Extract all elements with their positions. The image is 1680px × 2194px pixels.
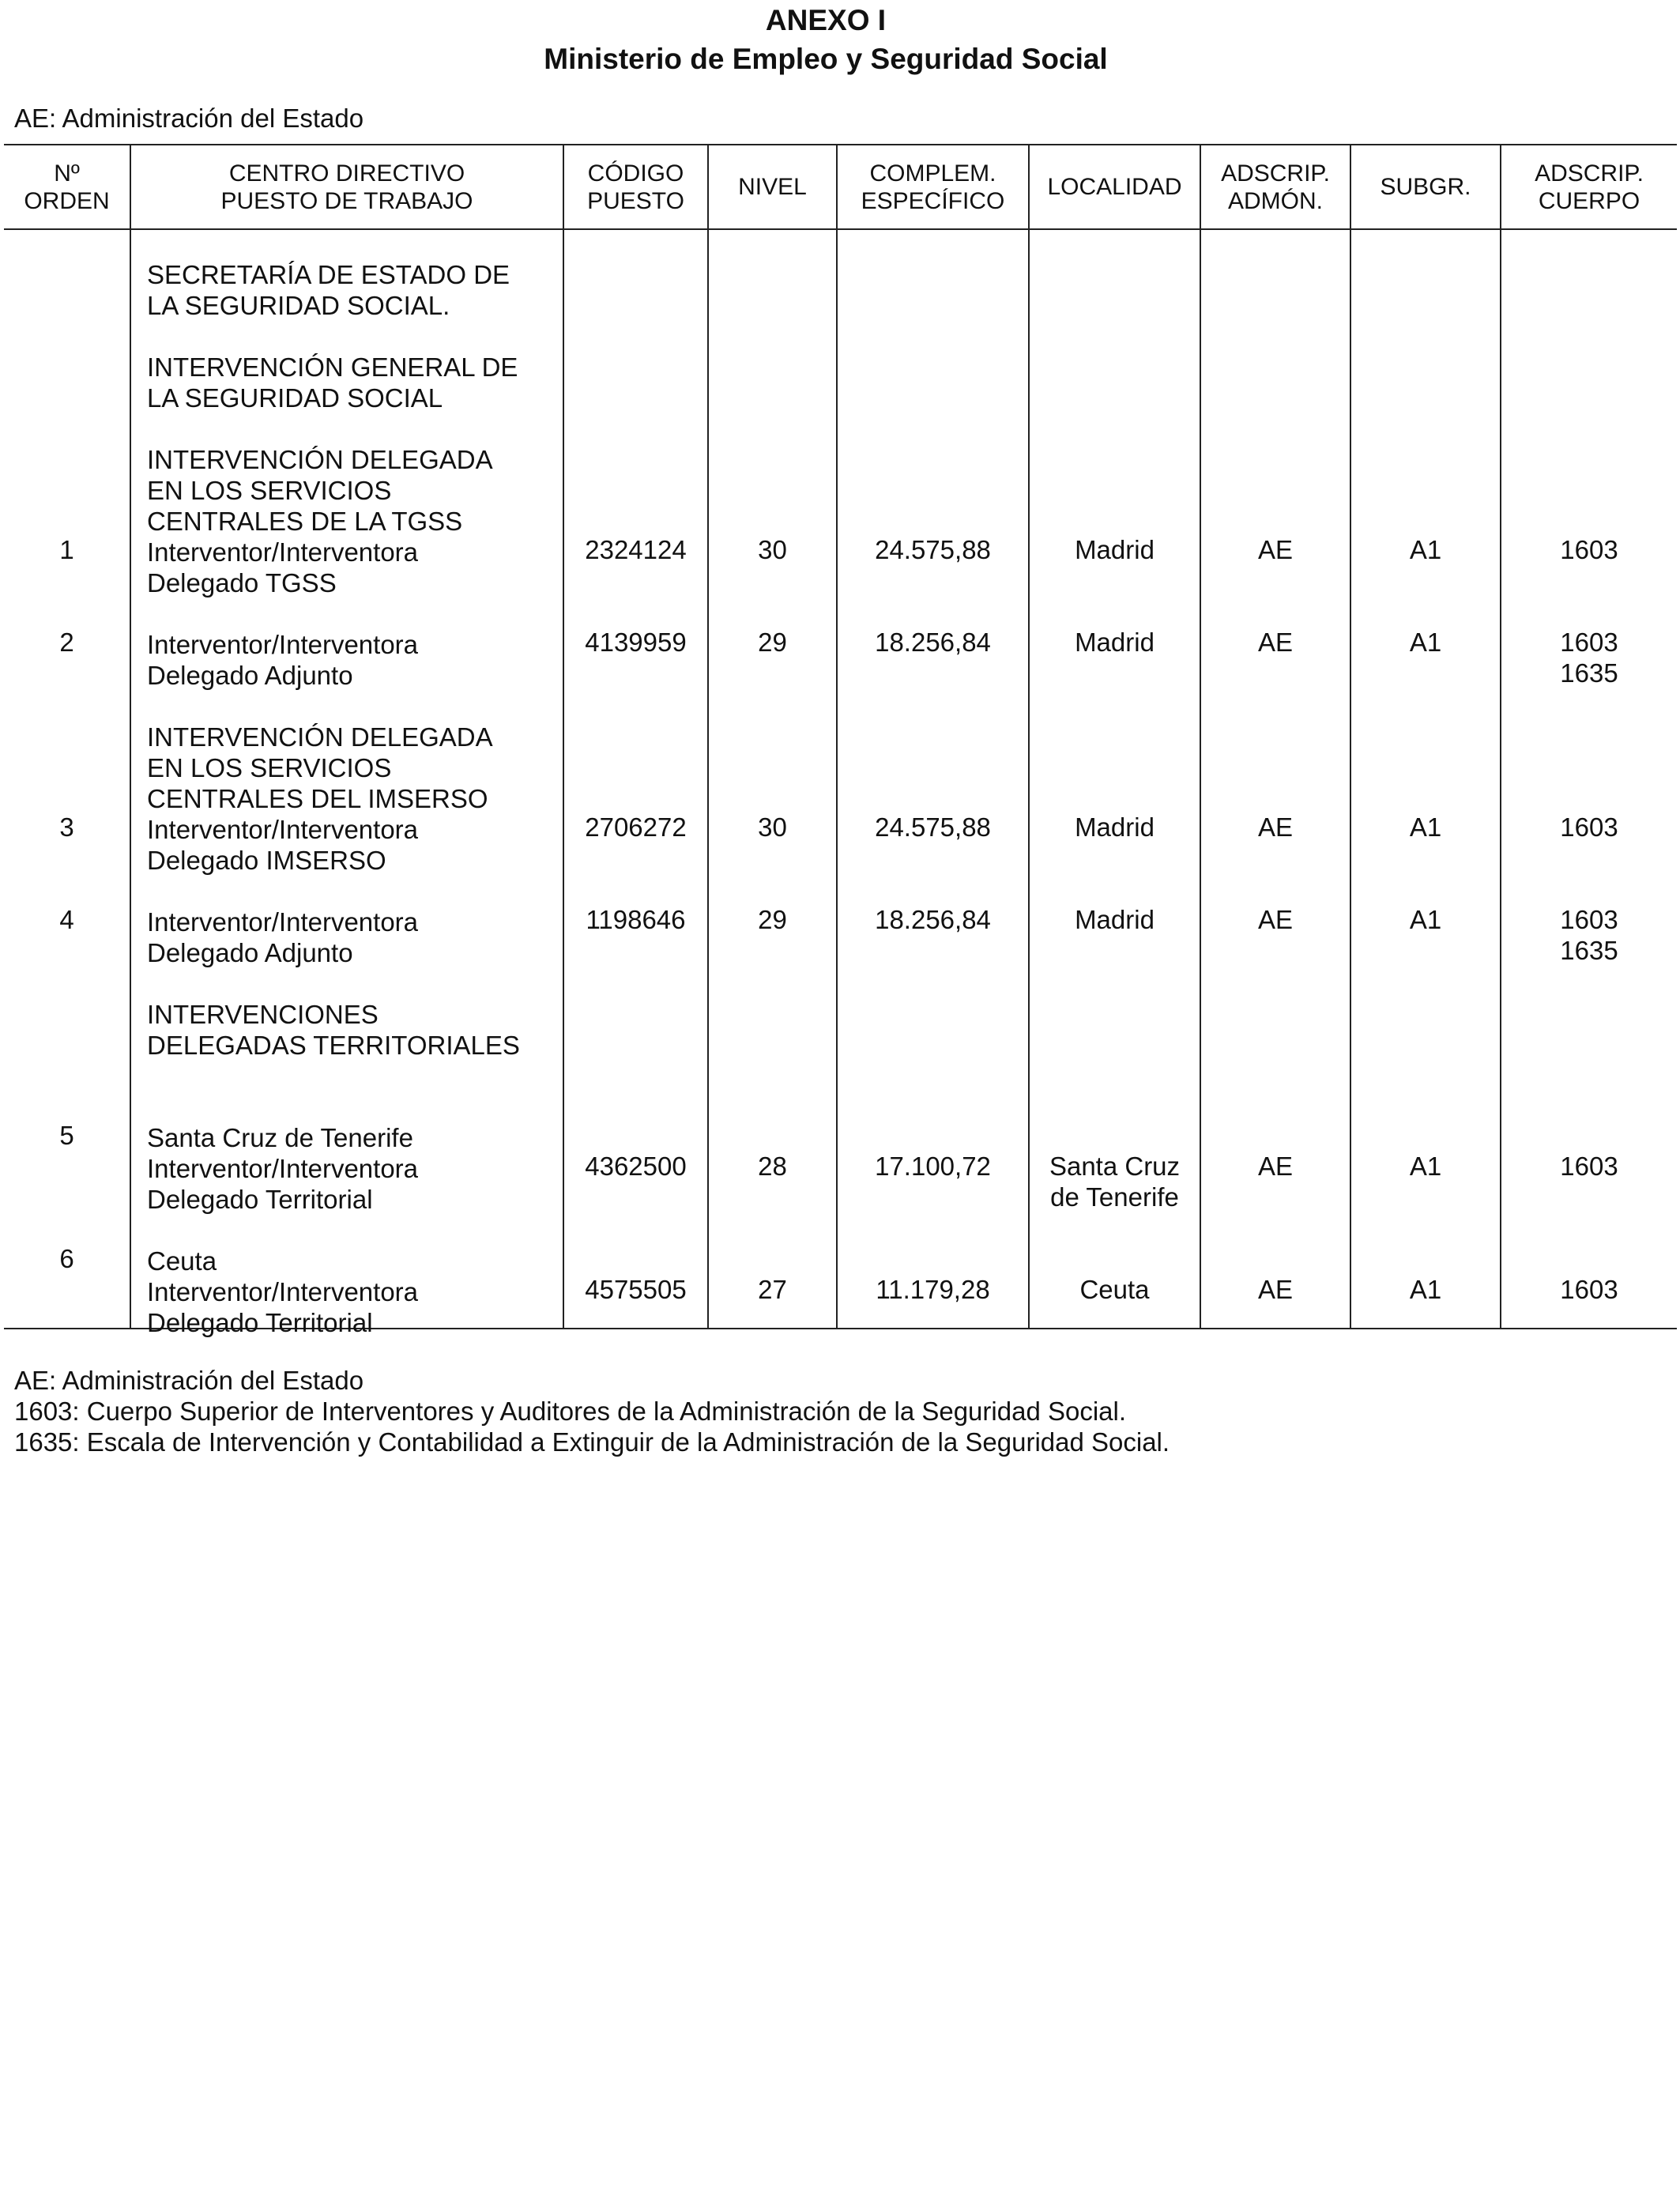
header-cuerpo-l1: ADSCRIP. — [1535, 160, 1644, 187]
codigo-2: 4139959 — [585, 628, 687, 657]
table-body-row — [4, 229, 1677, 1329]
header-centro-l2: PUESTO DE TRABAJO — [220, 187, 473, 214]
section-2-l1: INTERVENCIÓN GENERAL DE — [147, 352, 518, 382]
puesto-5-l1: Santa Cruz de Tenerife — [147, 1123, 413, 1152]
cuerpo-5: 1603 — [1560, 1152, 1618, 1181]
nivel-1: 30 — [758, 535, 787, 564]
header-complemento-l1: COMPLEM. — [869, 160, 996, 187]
header-row — [4, 145, 1677, 229]
subgr-1: A1 — [1409, 535, 1442, 564]
puesto-6-l1: Ceuta — [147, 1246, 217, 1276]
localidad-5-l1: Santa Cruz — [1049, 1152, 1181, 1181]
header-admon-l1: ADSCRIP. — [1221, 160, 1330, 187]
document-subtitle: Ministerio de Empleo y Seguridad Social — [544, 43, 1108, 75]
orden-2: 2 — [59, 628, 74, 657]
col-nivel — [708, 229, 837, 1329]
orden-5: 5 — [59, 1121, 74, 1150]
nivel-3: 30 — [758, 812, 787, 842]
header-localidad — [1029, 145, 1200, 229]
puesto-5-l3: Delegado Territorial — [147, 1185, 373, 1214]
header-subgr — [1350, 145, 1501, 229]
header-complemento — [837, 145, 1029, 229]
admon-5: AE — [1257, 1152, 1294, 1181]
puesto-5-l2: Interventor/Interventora — [147, 1154, 419, 1183]
cuerpo-1: 1603 — [1560, 535, 1618, 564]
cuerpo-4-l1: 1603 — [1560, 905, 1618, 934]
subgr-4: A1 — [1409, 905, 1442, 934]
section-1-l2: LA SEGURIDAD SOCIAL. — [147, 291, 450, 320]
admon-4: AE — [1257, 905, 1294, 934]
localidad-5-l2: de Tenerife — [1050, 1182, 1179, 1212]
admon-6: AE — [1257, 1275, 1294, 1304]
orden-3: 3 — [59, 812, 74, 842]
col-orden — [4, 229, 130, 1329]
nivel-2: 29 — [758, 628, 787, 657]
header-centro — [130, 145, 563, 229]
section-4-l1: INTERVENCIÓN DELEGADA — [147, 722, 493, 752]
section-5-l2: DELEGADAS TERRITORIALES — [147, 1031, 520, 1060]
localidad-6: Ceuta — [1079, 1275, 1150, 1304]
orden-4: 4 — [59, 905, 74, 934]
footnote-1635: 1635: Escala de Intervención y Contabilidad a Extinguir de la Administración de la Seguridad Social. — [14, 1427, 1170, 1457]
orden-6: 6 — [59, 1244, 74, 1273]
localidad-4: Madrid — [1075, 905, 1155, 934]
section-4-l3: CENTRALES DEL IMSERSO — [147, 784, 488, 813]
col-complemento — [837, 229, 1029, 1329]
section-5-l1: INTERVENCIONES — [147, 1000, 379, 1029]
document-title: ANEXO I — [765, 4, 887, 36]
header-centro-l1: CENTRO DIRECTIVO — [228, 160, 465, 187]
header-cuerpo-l2: CUERPO — [1538, 187, 1640, 214]
localidad-1: Madrid — [1075, 535, 1155, 564]
col-centro — [130, 229, 563, 1337]
subgr-6: A1 — [1409, 1275, 1442, 1304]
col-cuerpo — [1501, 229, 1677, 1329]
cuerpo-6: 1603 — [1560, 1275, 1618, 1304]
puesto-2-l1: Interventor/Interventora — [147, 630, 419, 659]
complemento-3: 24.575,88 — [875, 812, 991, 842]
col-admon — [1200, 229, 1350, 1329]
puesto-1-l1: Interventor/Interventora — [147, 537, 419, 567]
subgr-5: A1 — [1409, 1152, 1442, 1181]
complemento-2: 18.256,84 — [875, 628, 991, 657]
complemento-1: 24.575,88 — [875, 535, 991, 564]
cuerpo-4-l2: 1635 — [1560, 936, 1618, 965]
puesto-4-l1: Interventor/Interventora — [147, 907, 419, 937]
header-localidad-l1: LOCALIDAD — [1047, 174, 1182, 200]
section-3-l3: CENTRALES DE LA TGSS — [147, 507, 463, 536]
col-subgr — [1350, 229, 1501, 1329]
positions-table — [4, 144, 1677, 1337]
puesto-3-l2: Delegado IMSERSO — [147, 846, 386, 875]
codigo-3: 2706272 — [585, 812, 687, 842]
header-cuerpo — [1501, 145, 1677, 229]
nivel-4: 29 — [758, 905, 787, 934]
section-2-l2: LA SEGURIDAD SOCIAL — [147, 383, 443, 413]
section-3-l2: EN LOS SERVICIOS — [147, 476, 392, 505]
codigo-1: 2324124 — [585, 535, 687, 564]
localidad-2: Madrid — [1075, 628, 1155, 657]
codigo-5: 4362500 — [585, 1152, 687, 1181]
header-subgr-l1: SUBGR. — [1380, 174, 1471, 200]
nivel-6: 27 — [758, 1275, 787, 1304]
codigo-4: 1198646 — [586, 905, 686, 934]
header-admon — [1200, 145, 1350, 229]
header-orden-l2: ORDEN — [24, 187, 110, 214]
cuerpo-2-l1: 1603 — [1560, 628, 1618, 657]
complemento-5: 17.100,72 — [875, 1152, 991, 1181]
header-codigo — [563, 145, 708, 229]
nivel-5: 28 — [758, 1152, 787, 1181]
admon-3: AE — [1257, 812, 1294, 842]
footnote-1603: 1603: Cuerpo Superior de Interventores y Auditores de la Administración de la Seguridad Social. — [14, 1397, 1127, 1426]
subgr-2: A1 — [1409, 628, 1442, 657]
header-codigo-l1: CÓDIGO — [587, 160, 684, 187]
puesto-1-l2: Delegado TGSS — [147, 568, 337, 598]
section-1-l1: SECRETARÍA DE ESTADO DE — [147, 260, 510, 289]
complemento-4: 18.256,84 — [875, 905, 991, 934]
puesto-4-l2: Delegado Adjunto — [147, 938, 353, 967]
puesto-3-l1: Interventor/Interventora — [147, 815, 419, 844]
header-orden-l1: Nº — [54, 160, 80, 187]
complemento-6: 11.179,28 — [876, 1275, 990, 1304]
footnotes — [14, 1365, 1170, 1457]
cuerpo-3: 1603 — [1560, 812, 1618, 842]
footnote-ae: AE: Administración del Estado — [14, 1366, 364, 1395]
admon-2: AE — [1257, 628, 1294, 657]
puesto-2-l2: Delegado Adjunto — [147, 661, 353, 690]
cuerpo-2-l2: 1635 — [1560, 658, 1618, 688]
codigo-6: 4575505 — [585, 1275, 687, 1304]
header-admon-l2: ADMÓN. — [1228, 187, 1323, 214]
header-complemento-l2: ESPECÍFICO — [861, 187, 1005, 214]
puesto-6-l2: Interventor/Interventora — [147, 1277, 419, 1306]
header-orden — [4, 145, 130, 229]
orden-1: 1 — [59, 535, 74, 564]
header-codigo-l2: PUESTO — [587, 187, 684, 214]
col-codigo — [563, 229, 708, 1329]
subgr-3: A1 — [1409, 812, 1442, 842]
header-nivel — [708, 145, 837, 229]
header-nivel-l1: NIVEL — [738, 174, 807, 200]
puesto-6-l3: Delegado Territorial — [147, 1308, 373, 1337]
section-4-l2: EN LOS SERVICIOS — [147, 753, 392, 782]
col-localidad — [1029, 229, 1200, 1329]
admon-1: AE — [1257, 535, 1294, 564]
localidad-3: Madrid — [1075, 812, 1155, 842]
top-note: AE: Administración del Estado — [14, 104, 364, 133]
section-3-l1: INTERVENCIÓN DELEGADA — [147, 445, 493, 474]
